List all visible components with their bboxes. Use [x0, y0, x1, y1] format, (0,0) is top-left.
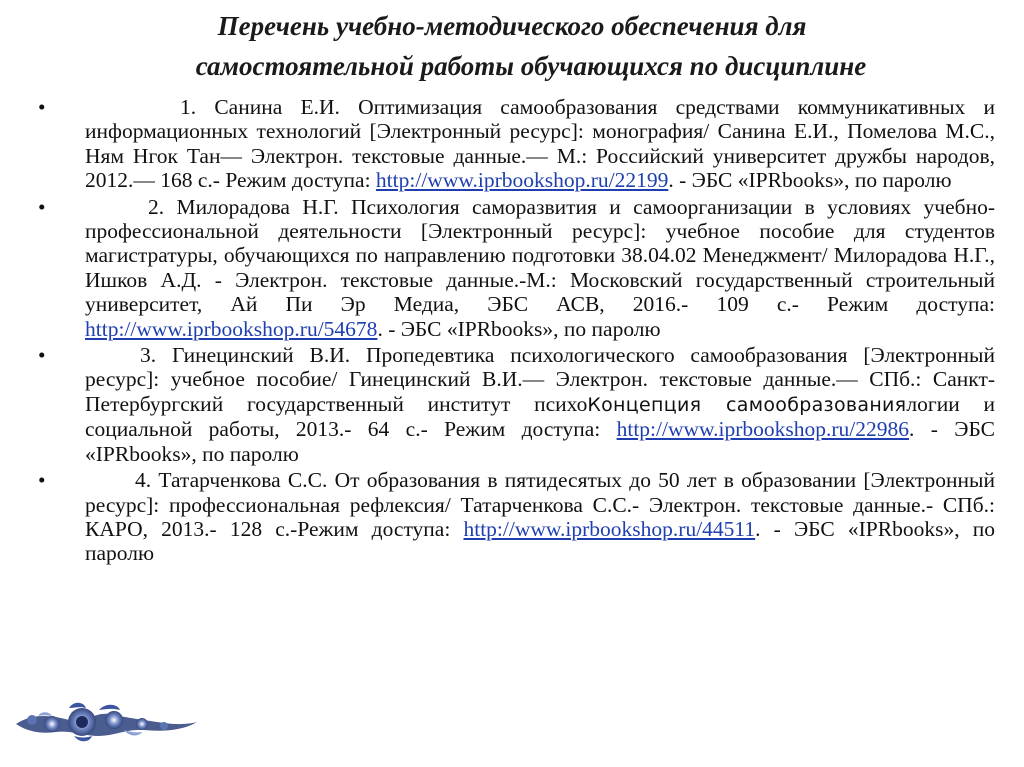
title-line-1: Перечень учебно-методического обеспечения для [217, 11, 807, 41]
bullet-icon: • [38, 95, 46, 119]
reference-link[interactable]: http://www.iprbookshop.ru/54678 [85, 316, 378, 341]
reference-link[interactable]: http://www.iprbookshop.ru/44511 [463, 516, 756, 541]
reference-number: 3. [140, 343, 157, 368]
reference-text: Татарченкова С.С. От образования в пятидесятых до 50 лет в образовании [Электронный ресурс]: профессиональная рефлексия/ Татарченкова С.С.- Электрон. текстовые данные.- СПб.: КАРО, 2013.- 128 c.-Режим доступа: [85, 468, 995, 541]
reference-item-4 [30, 468, 995, 566]
reference-text-tail: . - ЭБС «IPRbooks», по паролю [668, 168, 952, 193]
reference-item-2 [30, 195, 995, 341]
reference-number: 1. [180, 95, 197, 119]
floral-ornament-icon [14, 690, 199, 750]
bullet-icon: • [38, 194, 46, 219]
reference-link[interactable]: http://www.iprbookshop.ru/22199 [375, 168, 669, 193]
reference-number: 2. [148, 194, 165, 219]
title-line-2: самостоятельной работы обучающихся по дисциплине [195, 51, 867, 81]
reference-text: Милорадова Н.Г. Психология саморазвития и самоорганизации в условиях учебно-профессиональной деятельности [Электронный ресурс]: учебное пособие для студентов магистратуры, обучающихся по направлению подготовки 38.04.02 Менеджмент/ Милорадова Н.Г., Ишков А.Д. - Электрон. текстовые данные.-М.: Московский государственный строительный университет, Ай Пи Эр Медиа, ЭБС АСВ, 2016.- 109 c.- Режим доступа: [85, 194, 995, 317]
reference-link[interactable]: http://www.iprbookshop.ru/22986 [616, 417, 910, 442]
reference-number: 4. [135, 468, 152, 493]
reference-text: Санина Е.И. Оптимизация самообразования средствами коммуникативных и информационных технологий [Электронный ресурс]: монография/ Санина Е.И., Помелова М.С., Ням Нгок Тан— Электрон. текстовые данные.— М.: Российский университет дружбы народов, 2012.— 168 c.- Режим доступа: [85, 95, 996, 193]
page-title [0, 6, 1024, 86]
bullet-icon: • [38, 468, 46, 493]
reference-item-3 [30, 343, 995, 466]
reference-list [30, 95, 995, 568]
reference-text-tail: . - ЭБС «IPRbooks», по паролю [85, 516, 995, 566]
reference-text-tail: . - ЭБС «IPRbooks», по паролю [377, 316, 661, 341]
reference-text: Гинецинский В.И. Пропедевтика психологического самообразования [Электронный ресурс]: учебное пособие/ Гинецинский В.И.— Электрон. текстовые данные.— СПб.: Санкт-Петербургский государственный институт психо [85, 343, 995, 416]
bullet-icon: • [38, 343, 46, 368]
reference-item-1 [30, 95, 995, 193]
reference-text-tail: . - ЭБС «IPRbooks», по паролю [85, 417, 995, 466]
reference-text-mid: логии и социальной работы, 2013.- 64 c.- Режим доступа: [85, 391, 995, 442]
overlay-caption: Концепция самообразования [587, 393, 907, 416]
